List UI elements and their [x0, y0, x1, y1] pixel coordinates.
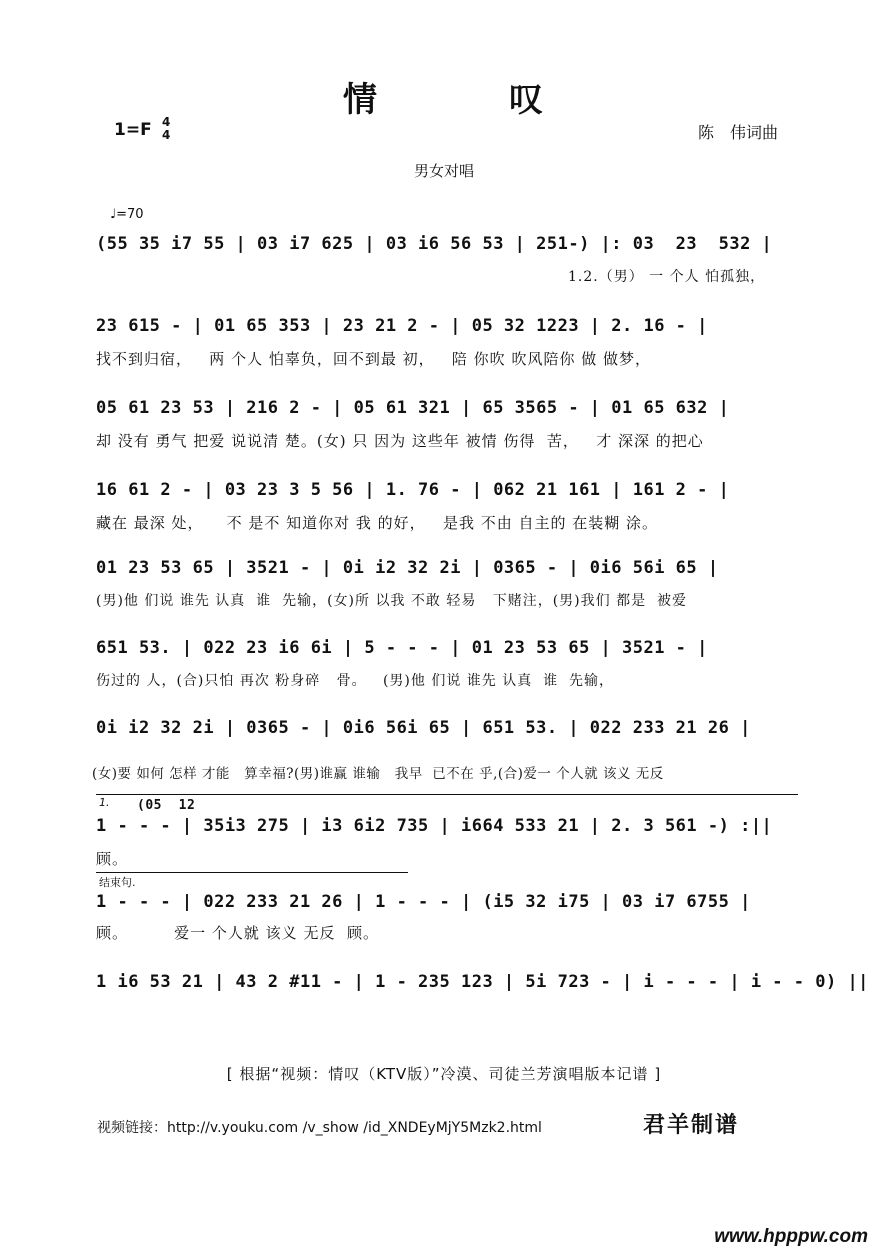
volta-bracket-ending: [96, 872, 408, 873]
lyrics-line-8: 顾。: [96, 850, 129, 868]
time-signature-bottom: 4: [162, 128, 171, 142]
notation-line-4: 16 61 2 - | 03 23 3 5 56 | 1. 76 - | 062 21 161 | 161 2 - |: [96, 480, 730, 500]
lyrics-line-2: 找不到归宿， 两 个人 怕辜负，回不到最 初， 陪 你吹 吹风陪你 做 做梦，: [96, 350, 651, 368]
lyrics-line-6: 伤过的 人，(合)只怕 再次 粉身碎 骨。 (男)他 们说 谁先 认真 谁 先输，: [96, 673, 615, 689]
lyrics-line-1: 1.2.（男） 一 个人 怕孤独，: [568, 269, 766, 285]
lyrics-line-3: 却 没有 勇气 把爱 说说清 楚。(女) 只 因为 这些年 被情 伤得 苦， 才 深深 的把心: [96, 432, 704, 450]
key-signature: 1=F: [114, 120, 152, 140]
video-link[interactable]: 视频链接：http://v.youku.com /v_show /id_XNDEyMjY5Mzk2.html: [97, 1120, 542, 1136]
arranger-seal: 君羊制谱: [643, 1112, 740, 1138]
title-char-1: 情: [343, 80, 379, 120]
time-signature: [162, 116, 170, 142]
title-char-2: 叹: [509, 80, 545, 120]
notation-line-2: 23 615 - | 01 65 353 | 23 21 2 - | 05 32 1223 | 2. 16 - |: [96, 316, 708, 336]
performance-subtitle: 男女对唱: [413, 162, 474, 180]
volta-pickup-notes: (05 12: [137, 798, 196, 813]
notation-line-5: 01 23 53 65 | 3521 - | 0i i2 32 2i | 0365 - | 0i6 56i 65 |: [96, 558, 719, 578]
lyrics-line-4: 藏在 最深 处， 不 是不 知道你对 我 的好， 是我 不由 自主的 在装糊 涂。: [96, 514, 659, 532]
notation-line-9: 1 - - - | 022 233 21 26 | 1 - - - | (i5 32 i75 | 03 i7 6755 |: [96, 892, 751, 912]
notation-line-1: (55 35 i7 55 | 03 i7 625 | 03 i6 56 53 | 251-) |: 03 23 532 |: [96, 234, 773, 254]
volta-bracket-1: [96, 794, 798, 795]
lyrics-line-5: (男)他 们说 谁先 认真 谁 先输，(女)所 以我 不敢 轻易 下赌注，(男)我们 都是 被爱: [96, 593, 687, 609]
lyrics-line-7: (女)要 如何 怎样 才能 算幸福?(男)谁赢 谁输 我早 已不在 乎,(合)爱一 个人就 该义 无反: [92, 766, 664, 782]
tempo-marking: ♩=70: [110, 207, 144, 222]
notation-line-8: 1 - - - | 35i3 275 | i3 6i2 735 | i664 533 21 | 2. 3 561 -) :||: [96, 816, 773, 836]
notation-line-10: 1 i6 53 21 | 43 2 #11 - | 1 - 235 123 | 5i 723 - | i - - - | i - - 0) ||: [96, 972, 869, 992]
volta-label-1: 1.: [99, 796, 110, 809]
notation-line-6: 651 53. | 022 23 i6 6i | 5 - - - | 01 23 53 65 | 3521 - |: [96, 638, 708, 658]
composer-credit: 陈 伟词曲: [698, 123, 779, 142]
volta-label-ending: 结束句.: [99, 876, 136, 889]
notation-line-3: 05 61 23 53 | 216 2 - | 05 61 321 | 65 3565 - | 01 65 632 |: [96, 398, 730, 418]
source-note: [ 根据“视频：情叹（KTV版）”冷漠、司徒兰芳演唱版本记谱 ]: [226, 1065, 662, 1083]
website-watermark: www.hpppw.com: [714, 1226, 868, 1247]
time-signature-top: 4: [162, 115, 171, 129]
song-title: [0, 72, 888, 121]
lyrics-line-9: 顾。 爱一 个人就 该义 无反 顾。: [96, 924, 379, 942]
notation-line-7: 0i i2 32 2i | 0365 - | 0i6 56i 65 | 651 53. | 022 233 21 26 |: [96, 718, 751, 738]
